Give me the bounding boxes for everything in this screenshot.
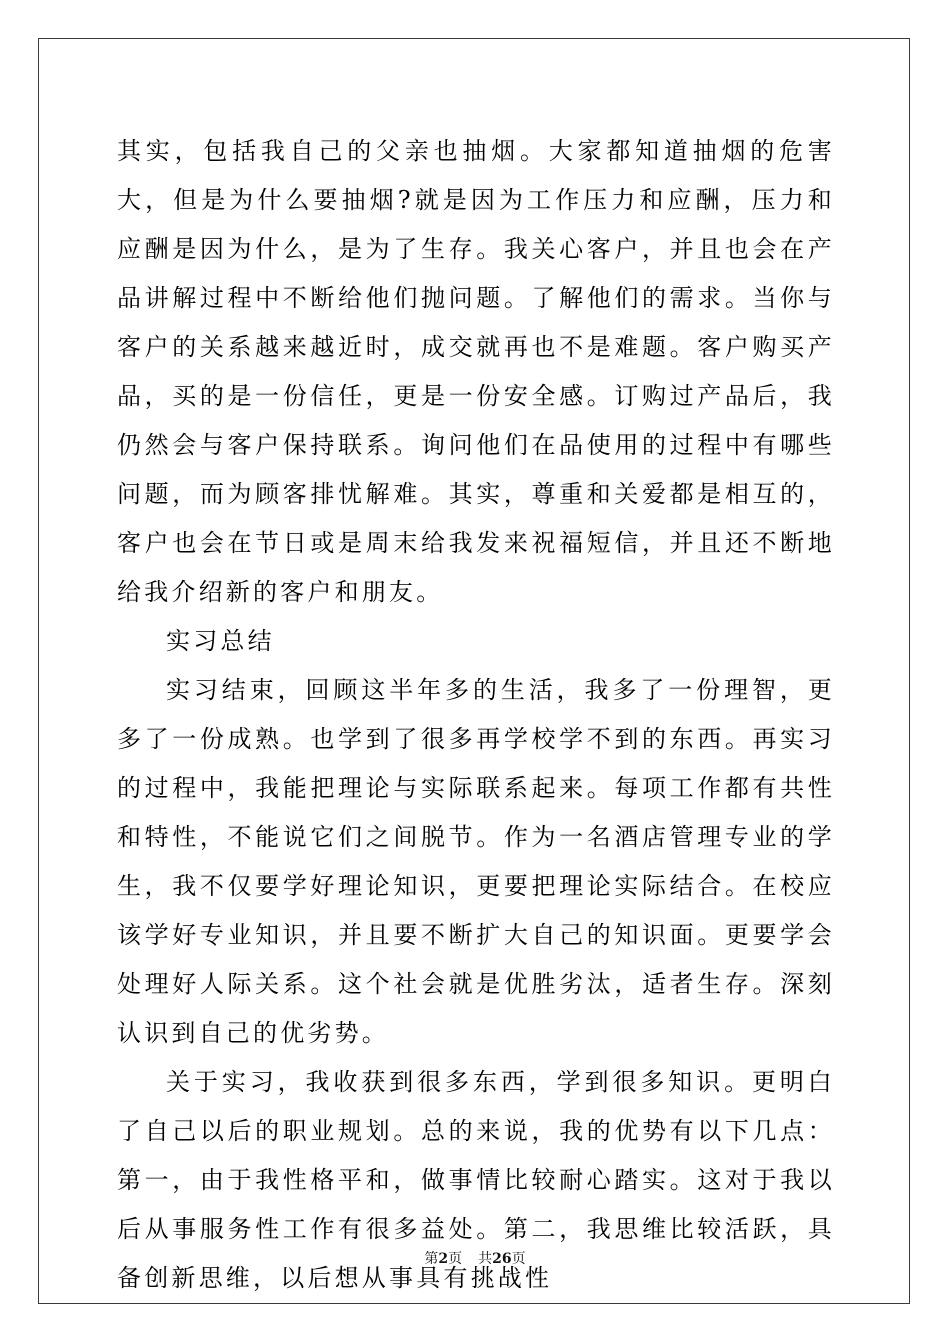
paragraph-2: 实习结束，回顾这半年多的生活，我多了一份理智，更多了一份成熟。也学到了很多再学校学不到的东西。再实习的过程中，我能把理论与实际联系起来。每项工作都有共性和特性，不能说它们之间脱节。作为一名酒店管理专业的学生，我不仅要学好理论知识，更要把理论实际结合。在校应该学好专业知识，并且要不断扩大自己的知识面。更要学会处理好人际关系。这个社会就是优胜劣汰，适者生存。深刻认识到自己的优劣势。 [117, 676, 835, 1047]
section-heading: 实习总结 [166, 627, 275, 655]
page-total-suffix: 页 [511, 1251, 526, 1267]
page-footer [0, 1248, 950, 1268]
paragraph-3: 关于实习，我收获到很多东西，学到很多知识。更明白了自己以后的职业规划。总的来说，我的优势有以下几点：第一，由于我性格平和，做事情比较耐心踏实。这对于我以后从事服务性工作有很多益处。第二，我思维比较活跃，具备创新思维，以后想从事具有挑战性 [117, 1068, 835, 1292]
page-total-prefix: 共 [478, 1251, 493, 1267]
page-number-current: 2 [438, 1251, 449, 1267]
page-number-prefix: 第 [424, 1251, 439, 1267]
page-number-suffix: 页 [448, 1251, 463, 1267]
document-body [117, 127, 835, 1303]
page-total: 26 [492, 1251, 512, 1267]
paragraph-1: 其实，包括我自己的父亲也抽烟。大家都知道抽烟的危害大，但是为什么要抽烟?就是因为工作压力和应酬，压力和应酬是因为什么，是为了生存。我关心客户，并且也会在产品讲解过程中不断给他们抛问题。了解他们的需求。当你与客户的关系越来越近时，成交就再也不是难题。客户购买产品，买的是一份信任，更是一份安全感。订购过产品后，我仍然会与客户保持联系。询问他们在品使用的过程中有哪些问题，而为顾客排忧解难。其实，尊重和关爱都是相互的，客户也会在节日或是周末给我发来祝福短信，并且还不断地给我介绍新的客户和朋友。 [117, 137, 835, 606]
